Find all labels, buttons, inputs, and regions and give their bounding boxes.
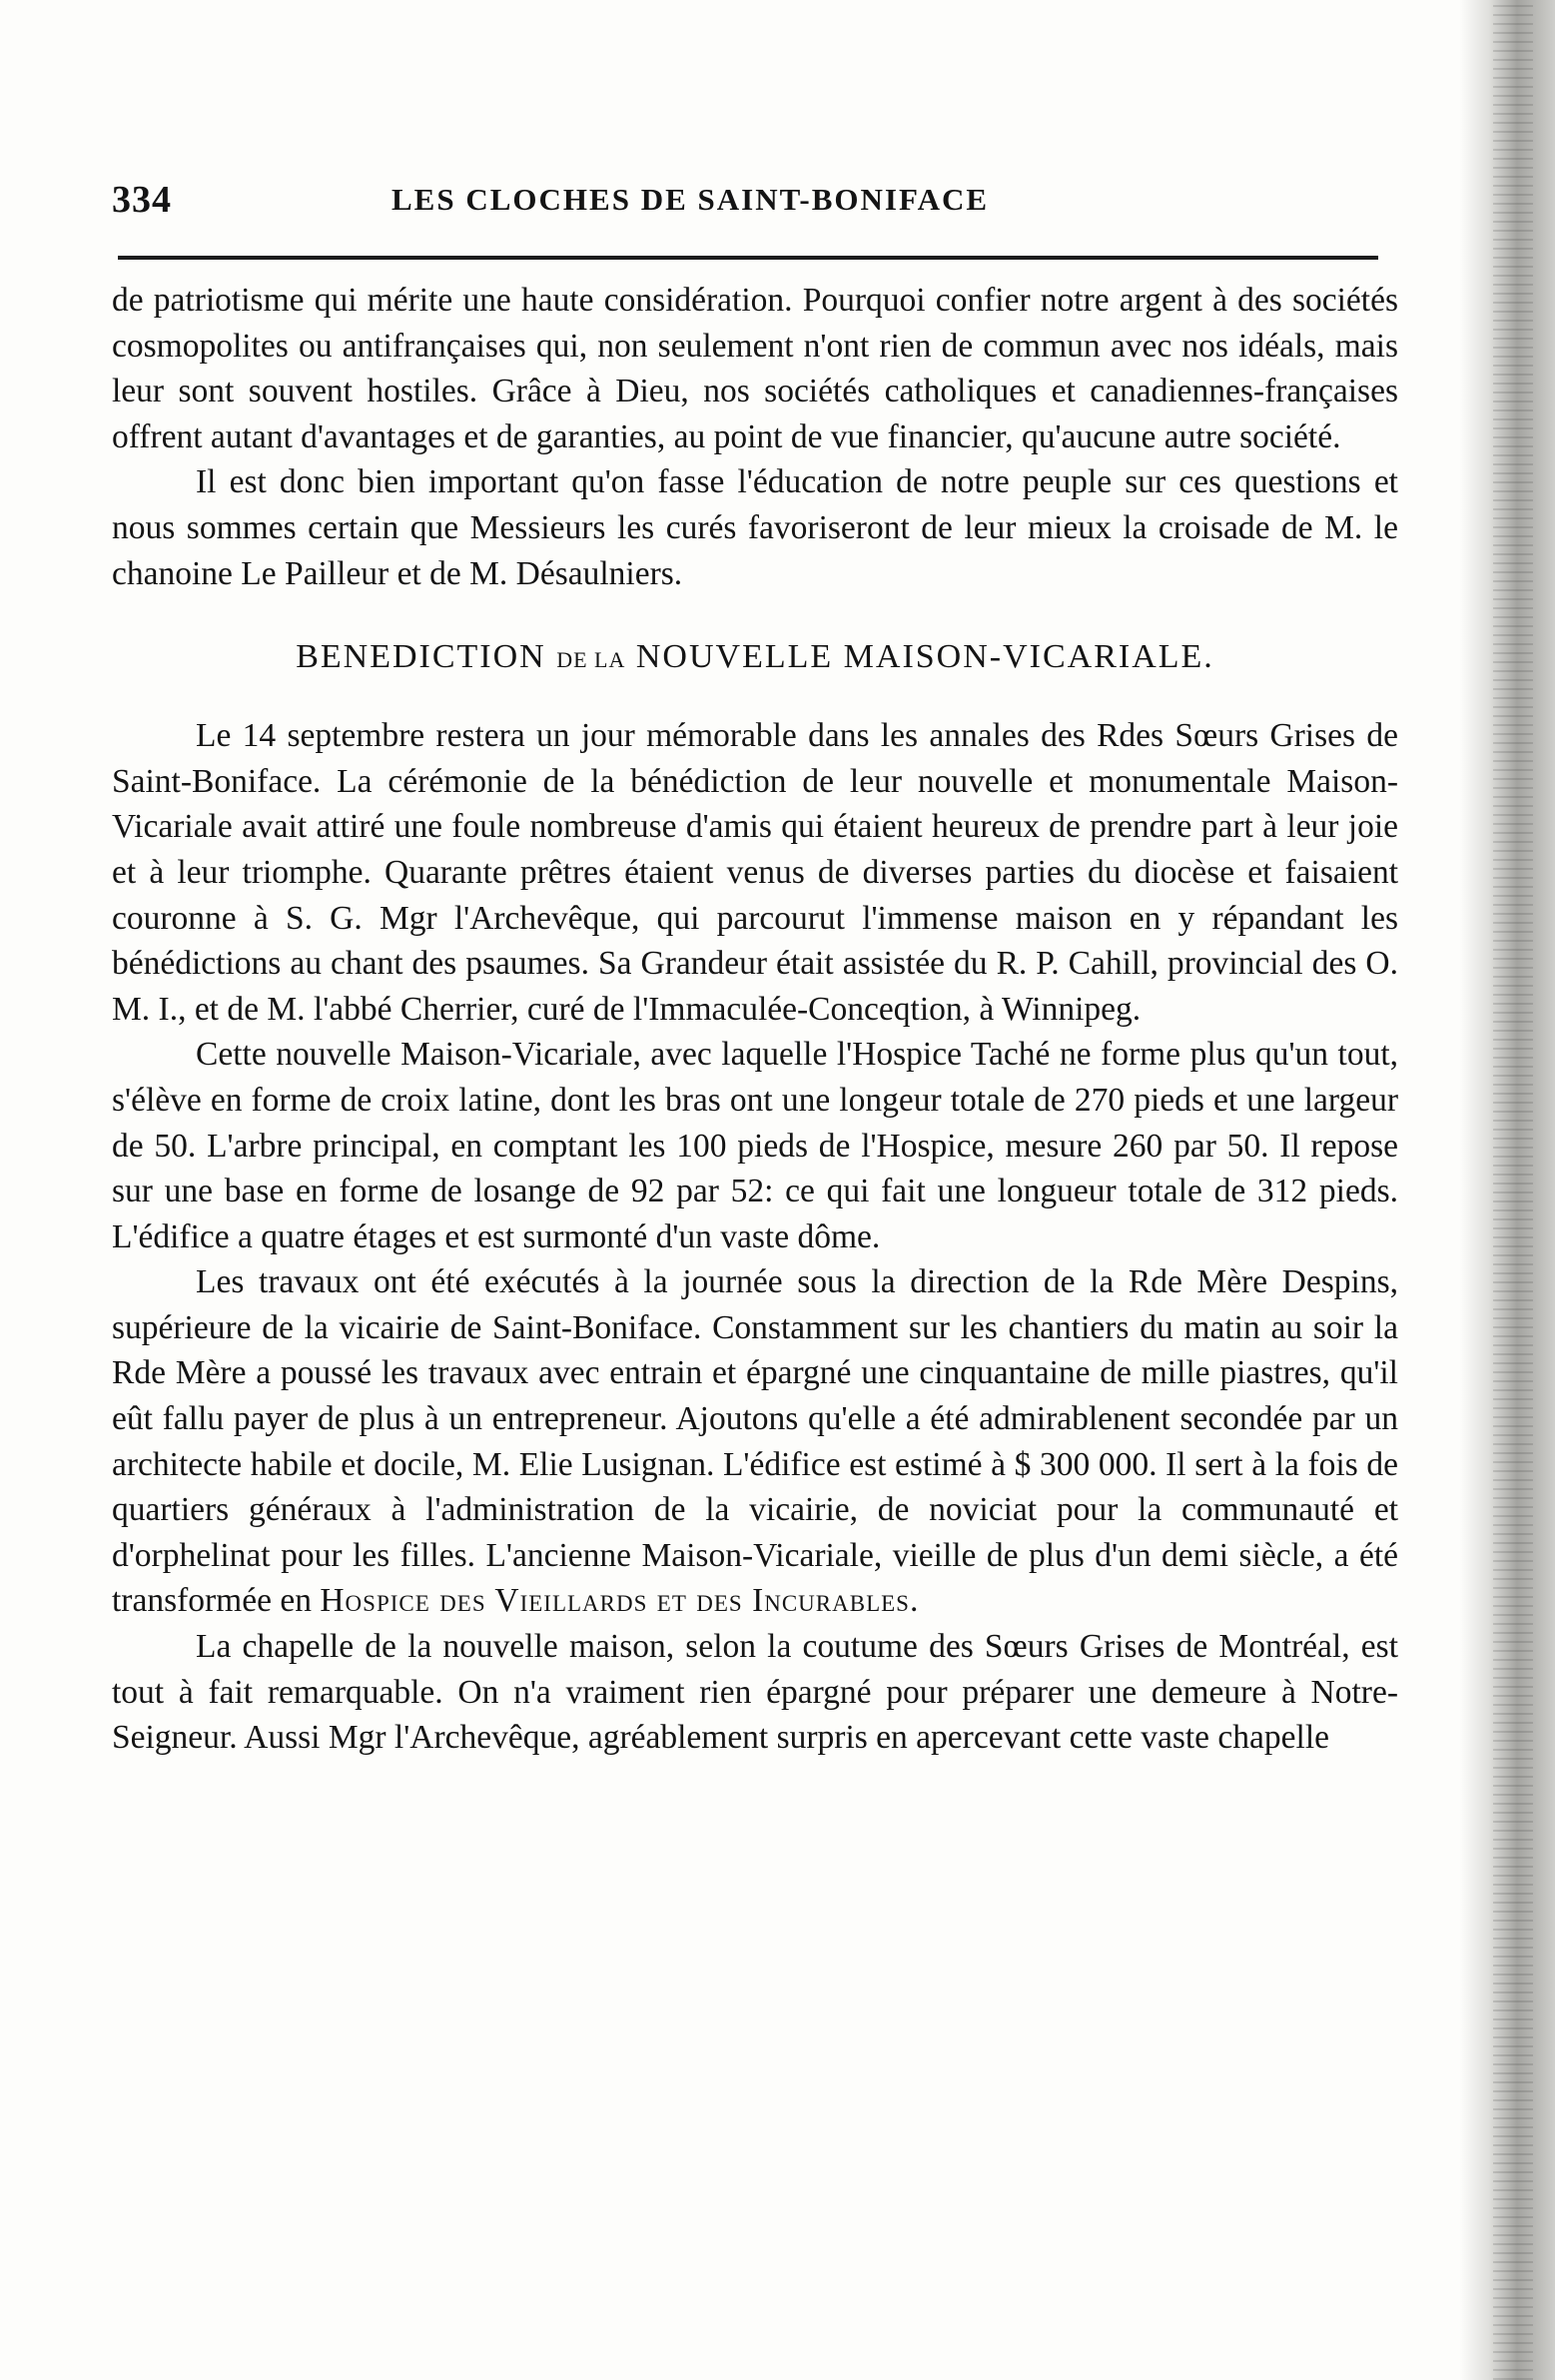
- section-title-part2: DE LA: [556, 647, 626, 673]
- running-title: LES CLOCHES DE SAINT-BONIFACE: [391, 182, 990, 217]
- paragraph-chapelle: La chapelle de la nouvelle maison, selon la coutume des Sœurs Grises de Montréal, est tout à fait remarquable. On n'a vraiment rien épargné pour préparer une demeure à Notre-Seigneur. Aussi Mgr l'Archevêque, agréablement surpris en apercevant cette vaste chapelle: [112, 1628, 1398, 1757]
- section-title-part3: NOUVELLE MAISON-VICARIALE.: [635, 638, 1214, 676]
- paragraph-description: Cette nouvelle Maison-Vicariale, avec laquelle l'Hospice Taché ne forme plus qu'un tout, s'élève en forme de croix latine, dont les bras ont une longeur totale de 270 pieds et une largeur de 50. L'arbre principal, en comptant les 100 pieds de l'Hospice, mesure 260 par 50. Il repose sur une base en forme de losange de 92 par 52: ce qui fait une longueur totale de 312 pieds. L'édifice a quatre étages et est surmonté d'un vaste dôme.: [112, 1036, 1398, 1255]
- hospice-name: Hospice des Vieillards et des Incurables: [320, 1582, 910, 1620]
- section-title-part1: BENEDICTION: [296, 638, 546, 676]
- body-text: [112, 278, 1398, 1761]
- header-rule: [118, 256, 1378, 260]
- page-header: [112, 178, 1385, 228]
- section-title: [112, 634, 1398, 683]
- paragraph-education: Il est donc bien important qu'on fasse l'éducation de notre peuple sur ces questions et nous sommes certain que Messieurs les curés favoriseront de leur mieux la croisade de M. le chanoine Le Pailleur et de M. Désaulniers.: [112, 463, 1398, 592]
- page-number: 334: [112, 179, 172, 221]
- paragraph-ceremonie: Le 14 septembre restera un jour mémorable dans les annales des Rdes Sœurs Grises de Saint-Boniface. La cérémonie de la bénédiction de leur nouvelle et monumentale Maison-Vicariale avait attiré une foule nombreuse d'amis qui étaient heureux de prendre part à leur joie et à leur triomphe. Quarante prêtres étaient venus de diverses parties du diocèse et faisaient couronne à S. G. Mgr l'Archevêque, qui parcourut l'immense maison en y répandant les bénédictions au chant des psaumes. Sa Grandeur était assistée du R. P. Cahill, provincial des O. M. I., et de M. l'abbé Cherrier, curé de l'Immaculée-Conceqtion, à Winnipeg.: [112, 717, 1398, 1028]
- paragraph-travaux: [112, 1259, 1398, 1624]
- travaux-end: .: [909, 1582, 919, 1620]
- travaux-text: Les travaux ont été exécutés à la journée sous la direction de la Rde Mère Despins, supérieure de la vicairie de Saint-Boniface. Constamment sur les chantiers du matin au soir la Rde Mère a poussé les travaux avec entrain et épargné une cinquantaine de mille piastres, qu'il eût fallu payer de plus à un entrepreneur. Ajoutons qu'elle a été admirablenent secondée par un architecte habile et docile, M. Elie Lusignan. L'édifice est estimé à $ 300 000. Il sert à la fois de quartiers généraux à l'administration de la vicairie, de noviciat pour la communauté et d'orphelinat pour les filles. L'ancienne Maison-Vicariale, vieille de plus d'un demi siècle, a été transformée en: [112, 1263, 1398, 1620]
- paragraph-patriotisme: de patriotisme qui mérite une haute considération. Pourquoi confier notre argent à des sociétés cosmopolites ou antifrançaises qui, non seulement n'ont rien de commun avec nos idéals, mais leur sont souvent hostiles. Grâce à Dieu, nos sociétés catholiques et canadiennes-françaises offrent autant d'avantages et de garanties, au point de vue financier, qu'aucune autre société.: [112, 282, 1398, 455]
- page-edge-speckle: [1493, 0, 1533, 2380]
